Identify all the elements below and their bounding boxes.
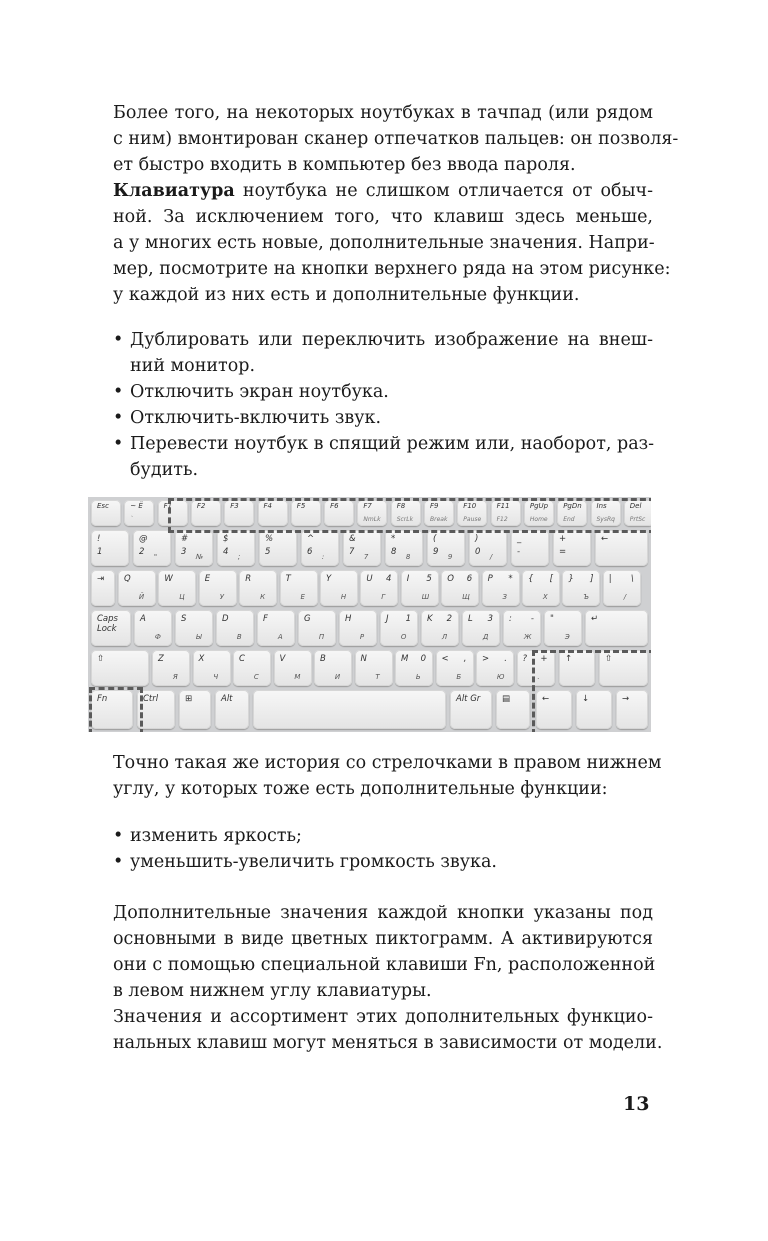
- key-label: End: [563, 516, 575, 523]
- key-label: Fn: [97, 694, 108, 704]
- windows-key: [179, 690, 211, 729]
- key-label: P: [487, 574, 493, 584]
- letter-key: [522, 570, 560, 606]
- key-label: B: [320, 654, 326, 664]
- key-label: %: [265, 534, 274, 544]
- fn-row-key: [357, 500, 387, 526]
- key-label: ]: [590, 574, 594, 584]
- key-label: L: [468, 614, 473, 624]
- letter-key: [158, 570, 196, 606]
- text-line: основными в виде цветных пиктограмм. А активируются: [113, 929, 653, 949]
- key-label: ⇧: [605, 654, 613, 664]
- key-label: ↓: [582, 694, 590, 704]
- key-label: Ctrl: [143, 694, 159, 704]
- key-label: #: [181, 534, 189, 544]
- key-label: 5: [426, 574, 432, 584]
- key-label: :: [321, 553, 325, 561]
- key-label: →: [622, 694, 630, 704]
- text-fragment: ноутбука не слишком отличается от обыч-: [234, 181, 653, 201]
- key-label: -: [517, 547, 521, 557]
- key-label: V: [279, 654, 286, 664]
- key-label: ^: [307, 534, 315, 544]
- key-label: F12: [496, 516, 508, 523]
- text-line: Точно такая же история со стрелочками в правом нижнем: [113, 753, 662, 773]
- letter-key: [360, 570, 398, 606]
- key-label: PgUp: [529, 502, 549, 510]
- key-label: >: [482, 654, 490, 664]
- letter-key: [118, 570, 156, 606]
- key-label: F10: [463, 502, 477, 510]
- letter-key: [193, 650, 231, 686]
- key-label: M: [401, 654, 409, 664]
- key-label: 3: [181, 547, 187, 557]
- key-label: ?: [522, 654, 528, 664]
- key-label: F9: [430, 502, 439, 510]
- letter-key: [476, 650, 514, 686]
- key-label: <: [441, 654, 449, 664]
- key-label: Г: [381, 593, 386, 601]
- key-label: 9: [447, 553, 453, 561]
- fn-row-key: [324, 500, 354, 526]
- key-label: 5: [265, 547, 271, 557]
- key-label: Home: [529, 516, 548, 523]
- key-label: F6: [330, 502, 339, 510]
- key-label: @: [139, 534, 148, 544]
- key-label: I: [406, 574, 410, 584]
- key-label: Ы: [195, 633, 202, 641]
- text-line: ний монитор.: [130, 356, 256, 376]
- text-line: Более того, на некоторых ноутбуках в тачпад (или рядом: [113, 103, 653, 123]
- fn-row-key: [191, 500, 221, 526]
- key-label: ⇧: [97, 654, 105, 664]
- number-key: [91, 530, 129, 566]
- letter-key: [401, 570, 439, 606]
- key-label: K: [427, 614, 433, 624]
- key-label: ←: [601, 534, 609, 544]
- key-label: Alt Gr: [456, 694, 481, 704]
- letter-key: [421, 610, 459, 646]
- key-label: Caps Lock: [97, 614, 118, 634]
- key-label: Н: [340, 593, 347, 601]
- key-label: ScrLk: [396, 516, 414, 523]
- menu-key: [496, 690, 530, 729]
- key-label: F3: [230, 502, 239, 510]
- text-line: ной. За исключением того, что клавиш здесь меньше,: [113, 207, 653, 227]
- text-line: у каждой из них есть и дополнительные функции.: [113, 285, 580, 305]
- key-label: `: [130, 516, 134, 523]
- key-label: 6: [466, 574, 473, 584]
- key-label: К: [260, 593, 266, 601]
- key-label: ~ Ё: [130, 502, 143, 510]
- number-key: [301, 530, 339, 566]
- key-label: ;: [237, 553, 241, 561]
- arrow-down-key: [576, 690, 612, 729]
- key-label: F7: [363, 502, 372, 510]
- key-label: E: [204, 574, 211, 584]
- key-label: Т: [375, 673, 380, 681]
- fn-row-key: [158, 500, 188, 526]
- arrow-up-key: [559, 650, 595, 686]
- key-label: PrtSc: [629, 516, 646, 523]
- key-label: ▤: [502, 694, 511, 704]
- key-label: Й: [138, 593, 145, 601]
- key-label: Б: [456, 673, 462, 681]
- key-label: J: [386, 614, 389, 624]
- key-label: }: [568, 574, 574, 584]
- list-item: [113, 379, 653, 405]
- key-label: {: [528, 574, 534, 584]
- key-label: Х: [542, 593, 548, 601]
- key-label: Ж: [523, 633, 532, 641]
- page-number: 13: [623, 1093, 650, 1115]
- letter-key: [436, 650, 474, 686]
- key-label: .: [504, 654, 507, 664]
- key-label: U: [366, 574, 373, 584]
- key-label: F: [263, 614, 268, 624]
- fn-row-key: [291, 500, 321, 526]
- fn-row-key: [524, 500, 554, 526]
- text-line: углу, у которых тоже есть дополнительные функции:: [113, 779, 608, 799]
- fn-row-key: [491, 500, 521, 526]
- letter-key: [257, 610, 295, 646]
- key-label: -: [530, 614, 534, 624]
- key-label: №: [195, 553, 204, 561]
- key-label: 4: [223, 547, 229, 557]
- key-label: F1: [163, 502, 173, 510]
- key-label: W: [164, 574, 173, 584]
- key-label: (: [433, 534, 437, 544]
- key-label: $: [223, 534, 229, 544]
- key-label: ←: [542, 694, 550, 704]
- alt-gr-key: [450, 690, 492, 729]
- list-item: [113, 327, 653, 379]
- key-label: 0: [420, 654, 426, 664]
- number-key: [259, 530, 297, 566]
- fn-row-key: [224, 500, 254, 526]
- text-line: ет быстро входить в компьютер без ввода пароля.: [113, 155, 576, 175]
- key-label: ⊞: [185, 694, 193, 704]
- letter-key: [380, 610, 418, 646]
- letter-key: [339, 610, 377, 646]
- key-label: X: [198, 654, 205, 664]
- text-line: • Дублировать или переключить изображение на внеш-: [130, 330, 653, 350]
- key-label: ↵: [591, 614, 599, 624]
- number-key: [175, 530, 213, 566]
- letter-key: [517, 650, 555, 686]
- alt-key: [215, 690, 249, 729]
- key-label: ,: [463, 654, 467, 664]
- fn-row-key: [557, 500, 587, 526]
- letter-key: [233, 650, 271, 686]
- letter-key: [462, 610, 500, 646]
- key-label: ": [153, 553, 158, 561]
- key-label: В: [236, 633, 242, 641]
- key-label: Esc: [97, 502, 109, 510]
- key-label: SysRq: [596, 516, 615, 523]
- key-label: *: [508, 574, 513, 584]
- text-line: в левом нижнем углу клавиатуры.: [113, 981, 432, 1001]
- enter-key: [585, 610, 648, 646]
- bullet-list-arrows: [113, 823, 653, 875]
- number-key: [469, 530, 507, 566]
- key-label: 4: [385, 574, 392, 584]
- key-label: ": [550, 614, 554, 624]
- key-label: F8: [396, 502, 406, 510]
- key-label: А: [277, 633, 283, 641]
- list-item: [113, 849, 653, 875]
- key-label: ⇥: [97, 574, 105, 584]
- key-label: Pause: [463, 516, 482, 523]
- key-label: S: [181, 614, 187, 624]
- key-label: /: [623, 593, 627, 601]
- bold-term: Клавиатура: [113, 181, 235, 201]
- text-line: Дополнительные значения каждой кнопки указаны под: [113, 903, 653, 923]
- key-label: 8: [391, 547, 397, 557]
- key-label: П: [318, 633, 325, 641]
- key-label: Q: [124, 574, 131, 584]
- key-label: 2: [446, 614, 452, 624]
- key-label: 3: [487, 614, 493, 624]
- key-label: :: [509, 614, 512, 624]
- number-key: [343, 530, 381, 566]
- key-label: О: [400, 633, 407, 641]
- key-label: Ф: [154, 633, 161, 641]
- key-label: 7: [349, 547, 355, 557]
- letter-key: [503, 610, 541, 646]
- paragraph-fn: [113, 900, 656, 1004]
- key-label: ↑: [565, 654, 573, 664]
- key-label: O: [447, 574, 454, 584]
- key-label: PgDn: [563, 502, 582, 510]
- key-label: Z: [158, 654, 164, 664]
- text-line: мер, посмотрите на кнопки верхнего ряда на этом рисунке:: [113, 259, 671, 279]
- ctrl-key: [137, 690, 175, 729]
- letter-key: [441, 570, 479, 606]
- letter-key: [544, 610, 582, 646]
- letter-key: [199, 570, 237, 606]
- fn-key: [91, 690, 133, 729]
- key-label: 1: [405, 614, 411, 624]
- tab-key: [91, 570, 115, 606]
- key-label: Р: [359, 633, 365, 641]
- key-label: F2: [196, 502, 206, 510]
- letter-key: [320, 570, 358, 606]
- letter-key: [603, 570, 641, 606]
- number-key: [553, 530, 591, 566]
- key-label: Д: [482, 633, 489, 641]
- key-label: Ю: [496, 673, 505, 681]
- key-label: N: [360, 654, 367, 664]
- text-line: а у многих есть новые, дополнительные значения. Напри-: [113, 233, 655, 253]
- key-label: T: [285, 574, 291, 584]
- text-line: • Перевести ноутбук в спящий режим или, наоборот, раз-: [130, 434, 655, 454]
- key-label: H: [345, 614, 352, 624]
- key-label: Ъ: [583, 593, 590, 601]
- fn-row-key: [258, 500, 288, 526]
- letter-key: [298, 610, 336, 646]
- key-label: Е: [300, 593, 305, 601]
- text-line: Значения и ассортимент этих дополнительных функцио-: [113, 1007, 653, 1027]
- key-label: Л: [441, 633, 448, 641]
- list-item: [113, 823, 653, 849]
- key-label: Ь: [415, 673, 421, 681]
- letter-key: [280, 570, 318, 606]
- key-label: 8: [405, 553, 411, 561]
- key-label: C: [239, 654, 245, 664]
- shift-left-key: [91, 650, 149, 686]
- key-label: +: [559, 534, 567, 544]
- key-label: М: [294, 673, 301, 681]
- key-label: Ч: [213, 673, 219, 681]
- text-line: • Отключить-включить звук.: [130, 408, 382, 428]
- text-line: • уменьшить-увеличить громкость звука.: [130, 852, 497, 872]
- key-label: Ц: [179, 593, 185, 601]
- key-label: 0: [475, 547, 481, 557]
- key-label: G: [304, 614, 311, 624]
- key-label: +: [540, 654, 548, 664]
- key-label: З: [502, 593, 507, 601]
- letter-key: [216, 610, 254, 646]
- paragraph-keyboard: [113, 178, 671, 308]
- key-label: A: [140, 614, 146, 624]
- key-label: R: [245, 574, 252, 584]
- letter-key: [395, 650, 433, 686]
- key-label: Ш: [421, 593, 430, 601]
- text-line: они с помощью специальной клавиши Fn, расположенной: [113, 955, 656, 975]
- text-line: нальных клавиш могут меняться в зависимости от модели.: [113, 1033, 663, 1053]
- number-key: [217, 530, 255, 566]
- key-label: 7: [363, 553, 369, 561]
- key-label: ): [475, 534, 479, 544]
- key-label: _: [517, 534, 522, 544]
- list-item: [113, 431, 653, 483]
- letter-key: [274, 650, 312, 686]
- key-label: .: [537, 673, 540, 681]
- key-label: 1: [97, 547, 103, 557]
- fn-row-key: [424, 500, 454, 526]
- paragraph-models: [113, 1004, 663, 1056]
- letter-key: [239, 570, 277, 606]
- letter-key: [482, 570, 520, 606]
- text-line: будить.: [130, 460, 199, 480]
- key-label: /: [489, 553, 493, 561]
- number-key: [427, 530, 465, 566]
- list-item: [113, 405, 653, 431]
- key-label: 9: [433, 547, 439, 557]
- letter-key: [134, 610, 172, 646]
- fn-row-key: [457, 500, 487, 526]
- paragraph-arrows: [113, 750, 662, 802]
- letter-key: [562, 570, 600, 606]
- bullet-list-functions: [113, 327, 653, 483]
- letter-key: [175, 610, 213, 646]
- key-label: F4: [263, 502, 272, 510]
- paragraph-fingerprint: [113, 100, 679, 178]
- letter-key: [355, 650, 393, 686]
- shift-right-key: [599, 650, 648, 686]
- key-label: *: [391, 534, 396, 544]
- key-label: =: [559, 547, 567, 557]
- text-line: • Отключить экран ноутбука.: [130, 382, 389, 402]
- key-label: Ins: [596, 502, 607, 510]
- fn-row-key: [391, 500, 421, 526]
- key-label: Э: [564, 633, 570, 641]
- number-key: [385, 530, 423, 566]
- key-label: Щ: [462, 593, 470, 601]
- text-line: с ним) вмонтирован сканер отпечатков пальцев: он позволя-: [113, 129, 679, 149]
- key-label: Я: [172, 673, 178, 681]
- number-key: [133, 530, 171, 566]
- fn-row-key: [91, 500, 121, 526]
- key-label: NmLk: [363, 516, 381, 523]
- key-label: 2: [139, 547, 145, 557]
- fn-row-key: [124, 500, 154, 526]
- key-label: &: [349, 534, 356, 544]
- key-label: !: [97, 534, 101, 544]
- key-label: 6: [307, 547, 313, 557]
- caps-lock-key: [91, 610, 131, 646]
- space-key: [253, 690, 446, 729]
- fn-row-key: [624, 500, 651, 526]
- key-label: \: [630, 574, 634, 584]
- backspace-key: [595, 530, 648, 566]
- arrow-right-key: [616, 690, 648, 729]
- letter-key: [314, 650, 352, 686]
- key-label: У: [219, 593, 224, 601]
- text-line: [113, 178, 653, 204]
- arrow-left-key: [536, 690, 572, 729]
- key-label: F11: [496, 502, 510, 510]
- key-label: [: [549, 574, 553, 584]
- fn-row-key: [591, 500, 621, 526]
- key-label: D: [222, 614, 229, 624]
- keyboard-illustration: [88, 497, 651, 732]
- key-label: С: [253, 673, 259, 681]
- key-label: F5: [296, 502, 306, 510]
- key-label: |: [608, 574, 612, 584]
- text-line: • изменить яркость;: [130, 826, 302, 846]
- key-label: Y: [326, 574, 332, 584]
- number-key: [511, 530, 549, 566]
- key-label: Alt: [221, 694, 233, 704]
- key-label: И: [334, 673, 341, 681]
- key-label: Break: [430, 516, 448, 523]
- key-label: Del: [629, 502, 642, 510]
- letter-key: [152, 650, 190, 686]
